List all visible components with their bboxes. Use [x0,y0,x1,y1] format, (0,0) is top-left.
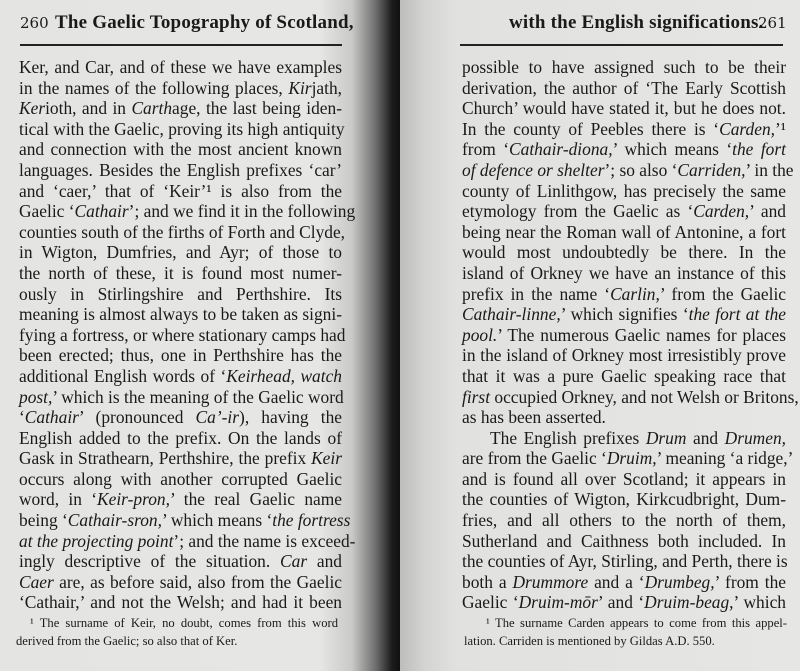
text-line [19,324,346,346]
italic-text: Carden, [719,118,775,139]
text-line [462,181,786,202]
text: island of Orkney we have an instance of this [462,262,786,283]
text: Ker, and Car, and of these we have examples [19,57,342,77]
text: and a ‘ [588,571,645,592]
italic-text: at the projecting point [19,530,174,551]
italic-text: Cathair-diona, [509,139,613,160]
text-line [462,489,786,510]
footnote-line: ¹ The surname of Keir, no doubt, comes from this word [30,616,338,630]
text-line [19,387,342,408]
italic-text: Druim-mōr [518,592,598,613]
text-line [19,263,342,284]
italic-text: post, [19,386,53,407]
text: In the county of Peebles there is ‘ [462,118,720,139]
text: been erected; thus, one in Perthshire has the [19,345,342,366]
italic-text: Cathair [74,201,129,222]
italic-text: Carlin, [610,283,660,304]
text-line [462,407,786,428]
text: and ‘caer,’ that of ‘Keir’¹ is also from the [19,180,342,201]
italic-text: the fort [732,139,786,160]
text: ’ and [749,201,786,222]
italic-text: Keir [311,448,342,469]
footnote-line: derived from the Gaelic; so also that of Ker. [16,634,238,648]
text-line [462,345,786,366]
header-rule [460,44,783,46]
italic-text: Carriden, [677,159,746,180]
footnote [16,614,338,650]
text-line [462,386,799,408]
text: ’; and we find it in the following [128,201,356,222]
text: ’ which [733,592,786,613]
italic-text: Carth [131,98,173,119]
text: ’ which signifies ‘ [560,304,689,325]
text: ‘Cathair,’ and not the Welsh; and had it been [19,592,342,613]
italic-text: Cathair-sron, [67,510,162,531]
italic-text: Drummore [512,571,589,592]
page-number: 261 [758,14,787,32]
italic-text: Car [280,551,308,572]
text: and [307,551,343,572]
italic-text: Keir-pron, [97,489,170,510]
text: ’ which means ‘ [161,510,273,531]
text-line [462,366,786,387]
text: additional English words of ‘ [19,365,227,386]
text: possible to have assigned such to be their [462,57,786,77]
text-line [462,551,786,572]
text-line [462,428,786,449]
text: and is found all over Scotland; it appears in [462,468,786,489]
text-line [462,78,786,99]
italic-text: Druim-beag, [644,592,734,613]
text: occurs along with another corrupted Gaelic [19,468,342,489]
text: age, the last being iden- [172,98,342,119]
italic-text: Kir [288,77,312,98]
text: as has been asserted. [462,407,606,428]
text-line [19,366,342,387]
text-line [19,181,342,202]
text-line [462,119,786,140]
text: ’ from the [714,571,786,592]
text-line [462,531,786,552]
text: that it was a pure Gaelic speaking race that [462,365,786,386]
text: Church’ would have stated it, but he does not. [462,98,786,119]
text: languages. Besides the English prefixes ‘car’ [19,159,342,180]
text: occupied Orkney, and not Welsh or Britons, [490,386,799,407]
text: etymology from the Gaelic as ‘ [462,201,694,222]
text-line [462,592,786,613]
footnote-line: lation. Carriden is mentioned by Gildas A.D. 550. [464,634,715,648]
text: county of Linlithgow, has precisely the same [462,180,786,201]
text-line [462,325,786,346]
text: ’ meaning ‘a ridge,’ [656,448,794,469]
text-line [19,284,342,305]
text: in the island of Orkney most irresistibly prove [462,345,786,366]
text-line [462,201,786,222]
italic-text: Cathair [24,407,79,428]
text: the counties of Ayr, Stirling, and Perth, there is [462,551,788,572]
text: are from the Gaelic ‘ [462,448,607,469]
text: would most undoubtedly be there. In the [462,242,786,263]
text-line [19,78,342,99]
text-line [19,592,342,613]
text: ’ and ‘ [597,592,645,613]
text: in Wigton, Dumfries, and Ayr; of those to [19,242,342,263]
text-line [19,160,342,181]
text: ’ which is the meaning of the Gaelic word [52,386,344,407]
text: Gaelic ‘ [462,592,519,613]
text: the north of these, it is found most numer- [19,262,342,283]
text: ’; and the name is exceed- [173,530,356,551]
text-line [19,572,342,593]
text-line [19,448,342,469]
italic-text: Caer [19,571,54,592]
footnote-line: ¹ The surname Carden appears to come from this appel- [486,616,787,630]
italic-text: of defence or shelter [462,159,605,180]
text: prefix in the name ‘ [462,283,611,304]
text-line [462,57,786,78]
text: fries, and all others to the north of them, [462,510,786,531]
italic-text: Drum [645,427,687,448]
body-text [19,57,356,613]
header-rule [20,44,342,46]
text-line [19,469,342,490]
text-line [462,448,794,469]
italic-text: Cathair-linne, [462,304,561,325]
text: are, as before said, also from the Gaelic [53,571,342,592]
body-text [462,57,799,613]
text-line [19,551,342,572]
text-line [19,139,342,160]
text: fying a fortress, or where stationary camps had [19,324,346,345]
right-page [400,0,800,671]
text-line [462,469,786,490]
text: ously in Stirlingshire and Perthshire. Its [19,283,342,304]
text-line [462,159,794,181]
text: from ‘ [462,139,510,160]
text-line [19,98,342,119]
text-line [462,139,786,160]
page-number: 260 [20,14,49,32]
text: ’ the real Gaelic name [169,489,342,510]
text-line [19,304,342,325]
text-line [19,428,342,449]
text-line [462,263,786,284]
text: English added to the prefix. On the lands of [19,427,342,448]
text: word, in ‘ [19,489,98,510]
text: ), having the [239,407,342,428]
italic-text: Drumbeg, [644,571,715,592]
text: jath, [311,77,342,98]
text-line [19,201,356,222]
italic-text: Drumen, [724,427,786,448]
text-line [19,345,342,366]
text: meaning is almost always to be taken as signi- [19,304,342,325]
italic-text: first [462,386,491,407]
text: ’ in the [745,159,794,180]
text: Gaelic ‘ [19,201,75,222]
text: in the names of the following places, [19,77,289,98]
text-line [462,572,786,593]
text-line [462,222,786,243]
text-line [19,407,342,428]
text: ’; so also ‘ [604,159,678,180]
text: Gask in Strathearn, Perthshire, the prefix [19,448,312,469]
text: ’ (pronounced [78,407,196,428]
text-line [19,510,351,531]
text-line [462,510,786,531]
text: both a [462,571,513,592]
text-line [462,284,786,305]
italic-text: the fort at the [688,304,786,325]
text: ’¹ [774,118,786,139]
text: the counties of Wigton, Kirkcudbright, Dum- [462,489,786,510]
text: tical with the Gaelic, proving its high antiquity [19,118,345,139]
text: ’ which means ‘ [612,139,733,160]
text: derivation, the author of ‘The Early Scottish [462,77,786,98]
text: ingly descriptive of the situation. [19,551,281,572]
running-head: The Gaelic Topography of Scotland, [55,12,354,33]
italic-text: pool. [462,324,498,345]
text-line [19,221,346,243]
footnote [464,614,787,650]
text: and [686,427,725,448]
text: being near the Roman wall of Antonine, a fort [462,221,786,242]
text-line [462,98,786,119]
text-line [19,489,342,510]
text: ‘ [19,407,25,428]
text: ioth, and in [45,98,132,119]
text-line [19,57,342,78]
italic-text: Ca’-ir [195,407,240,428]
text-line [19,530,356,552]
text: counties south of the firths of Forth and Clyde, [19,221,346,242]
text: Sutherland and Caithness both included. In [462,530,786,551]
text: being ‘ [19,510,68,531]
italic-text: Ker [19,98,46,119]
italic-text: Carden, [693,201,750,222]
text-line [462,242,786,263]
italic-text: Druim, [606,448,657,469]
italic-text: the fortress [272,510,351,531]
text: ’ from the Gaelic [659,283,786,304]
text-line [19,118,345,140]
italic-text: Keirhead, watch [226,365,342,386]
text-line [19,242,342,263]
text: and connection with the most ancient known [19,139,342,160]
running-head: with the English significations. [509,12,764,33]
text-line [462,304,786,325]
text: ’ The numerous Gaelic names for places [497,324,786,345]
text: The English prefixes [490,427,646,448]
